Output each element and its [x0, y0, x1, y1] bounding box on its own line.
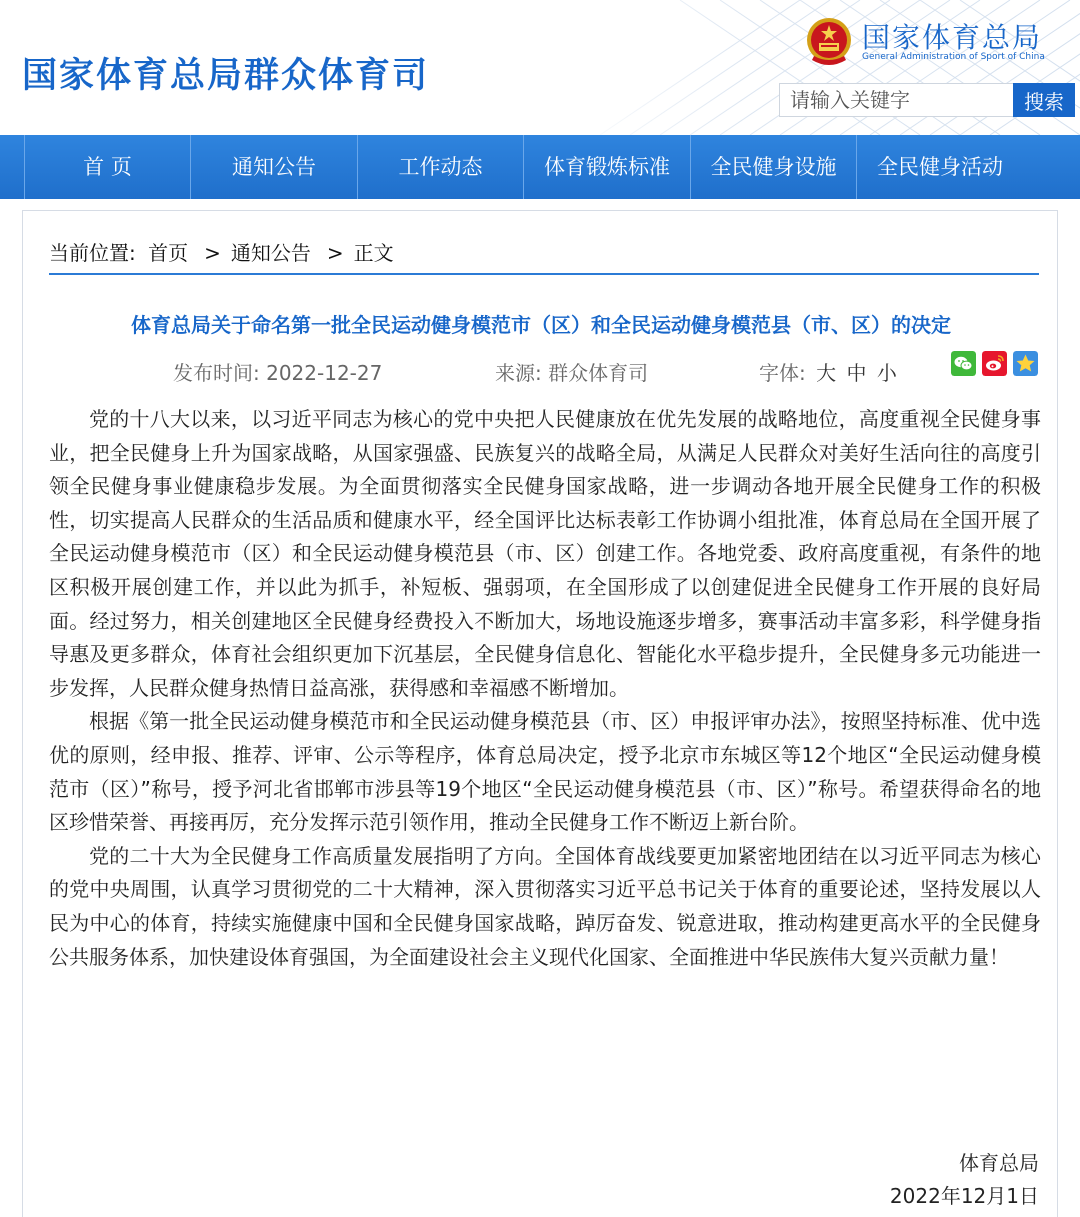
- search-bar: [779, 83, 1075, 117]
- breadcrumb-separator: >: [204, 241, 221, 265]
- breadcrumb-divider: [49, 273, 1039, 275]
- article-body: [49, 403, 1041, 974]
- nav-item-fitness-activities[interactable]: 全民健身活动: [856, 135, 1023, 199]
- breadcrumb-current: 正文: [353, 241, 394, 265]
- publish-date: 2022-12-27: [266, 361, 383, 385]
- publish-label: 发布时间:: [173, 361, 260, 385]
- department-title[interactable]: 国家体育总局群众体育司: [22, 56, 430, 96]
- search-button[interactable]: 搜索: [1013, 83, 1075, 117]
- breadcrumb: [49, 237, 400, 266]
- font-size-medium[interactable]: 中: [846, 361, 867, 385]
- source-label: 来源:: [495, 361, 542, 385]
- article-paragraph: 根据《第一批全民运动健身模范市和全民运动健身模范县（市、区）申报评审办法》，按照坚持标准、优中选优的原则，经申报、推荐、评审、公示等程序，体育总局决定，授予北京市东城区等12个地区“全民运动健身模范市（区）”称号，授予河北省邯郸市涉县等19个地区“全民运动健身模范县（市、区）”称号。希望获得命名的地区珍惜荣誉、再接再厉，充分发挥示范引领作用，推动全民健身工作不断迈上新台阶。: [49, 709, 1041, 835]
- brand-english-name: General Administration of Sport of China: [862, 52, 1045, 62]
- article-paragraph: 党的二十大为全民健身工作高质量发展指明了方向。全国体育战线要更加紧密地团结在以习近平同志为核心的党中央周围，认真学习贯彻党的二十大精神，深入贯彻落实习近平总书记关于体育的重要论述，坚持发展以人民为中心的体育，持续实施健康中国和全民健身国家战略，踔厉奋发、锐意进取，推动构建更高水平的全民健身公共服务体系，加快建设体育强国，为全面建设社会主义现代化国家、全面推进中华民族伟大复兴贡献力量！: [49, 843, 1041, 969]
- national-emblem-icon: [804, 16, 854, 70]
- brand-logo[interactable]: [804, 14, 1054, 74]
- source-info: [495, 357, 648, 386]
- breadcrumb-separator: >: [326, 241, 344, 265]
- weibo-share-icon[interactable]: [982, 351, 1007, 376]
- font-size-control: [759, 357, 897, 386]
- main-nav: [0, 135, 1080, 199]
- font-size-label: 字体:: [759, 361, 806, 385]
- article-signature: [890, 1147, 1039, 1213]
- wechat-share-icon[interactable]: [951, 351, 976, 376]
- breadcrumb-section-link[interactable]: 通知公告: [230, 241, 311, 265]
- signature-org: 体育总局: [959, 1151, 1039, 1175]
- nav-item-work-news[interactable]: 工作动态: [357, 135, 523, 199]
- article-title: 体育总局关于命名第一批全民运动健身模范市（区）和全民运动健身模范县（市、区）的决定: [131, 313, 951, 337]
- nav-item-home[interactable]: 首 页: [24, 135, 190, 199]
- article-panel: [22, 210, 1058, 1217]
- site-header: [0, 0, 1080, 135]
- breadcrumb-prefix: 当前位置:: [49, 241, 136, 265]
- publish-info: [173, 357, 382, 386]
- brand-name: 国家体育总局: [862, 21, 1043, 54]
- article-paragraph: 党的十八大以来，以习近平同志为核心的党中央把人民健康放在优先发展的战略地位，高度重视全民健身事业，把全民健身上升为国家战略，从国家强盛、民族复兴的战略全局，从满足人民群众对美好生活向往的高度引领全民健身事业健康稳步发展。为全面贯彻落实全民健身国家战略，进一步调动各地开展全民健身工作的积极性，切实提高人民群众的生活品质和健康水平，经全国评比达标表彰工作协调小组批准，体育总局在全国开展了全民运动健身模范市（区）和全民运动健身模范县（市、区）创建工作。各地党委、政府高度重视，有条件的地区积极开展创建工作，并以此为抓手，补短板、强弱项，在全国形成了以创建促进全民健身工作开展的良好局面。经过努力，相关创建地区全民健身经费投入不断加大，场地设施逐步增多，赛事活动丰富多彩，科学健身指导惠及更多群众，体育社会组织更加下沉基层，全民健身信息化、智能化水平稳步提升，全民健身多元功能进一步发挥，人民群众健身热情日益高涨，获得感和幸福感不断增加。: [49, 407, 1041, 700]
- nav-item-fitness-standards[interactable]: 体育锻炼标准: [523, 135, 690, 199]
- source-value: 群众体育司: [548, 361, 649, 385]
- nav-item-fitness-facilities[interactable]: 全民健身设施: [690, 135, 856, 199]
- nav-item-notices[interactable]: 通知公告: [190, 135, 357, 199]
- search-input[interactable]: [779, 83, 1013, 117]
- signature-date: 2022年12月1日: [889, 1184, 1039, 1208]
- breadcrumb-home-link[interactable]: 首页: [148, 241, 189, 265]
- font-size-small[interactable]: 小: [876, 361, 897, 385]
- font-size-large[interactable]: 大: [816, 361, 837, 385]
- favorite-star-icon[interactable]: [1013, 351, 1038, 376]
- share-buttons: [951, 351, 1038, 376]
